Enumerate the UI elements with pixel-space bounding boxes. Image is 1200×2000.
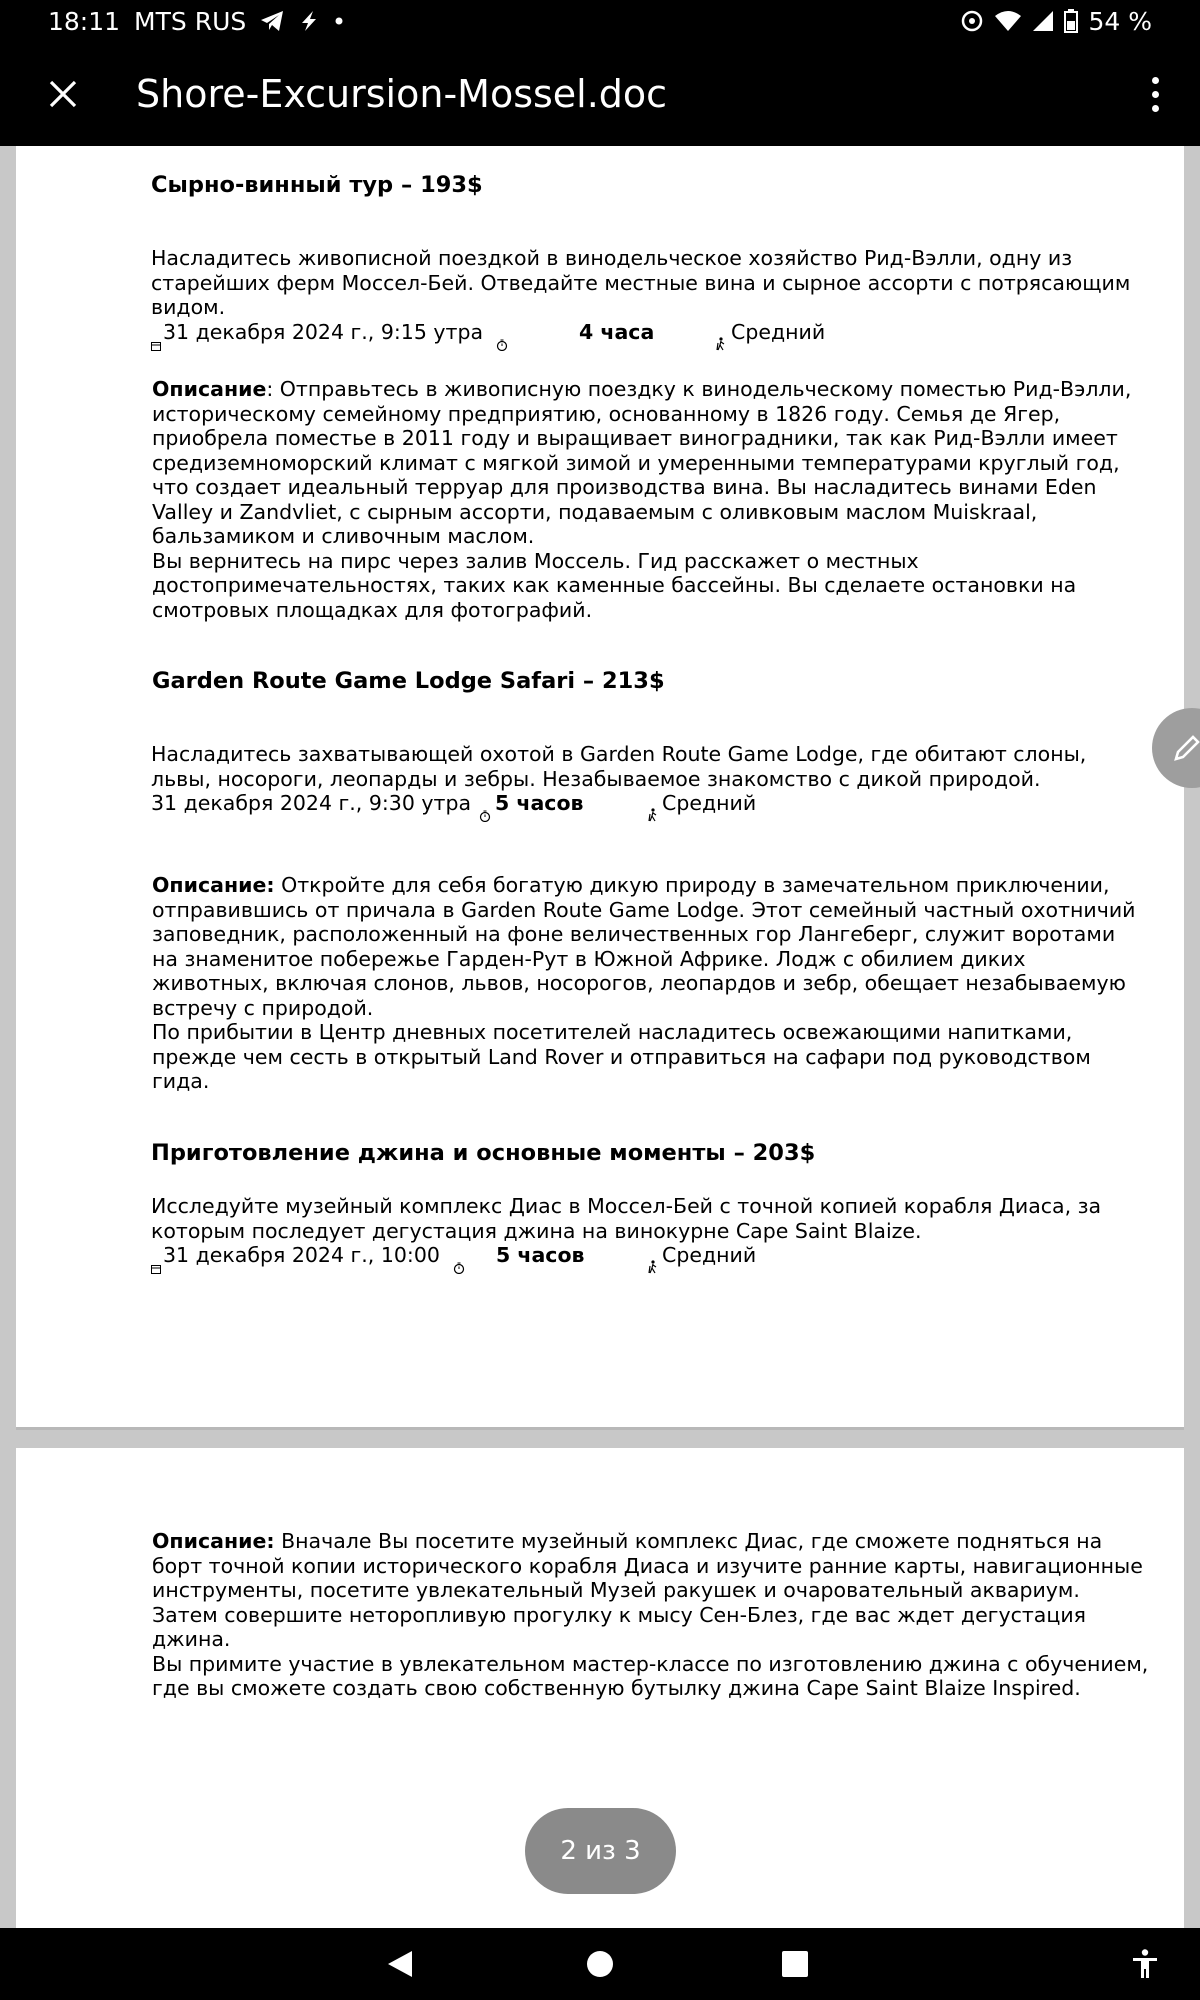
- tour-duration: 5 часов: [496, 1243, 585, 1267]
- hiker-icon: [647, 803, 659, 828]
- page-indicator: 2 из 3: [525, 1808, 676, 1894]
- tour-title: Приготовление джина и основные моменты – 203$: [151, 1140, 816, 1166]
- status-time: 18:11: [48, 6, 121, 36]
- description-text-2: Затем совершите неторопливую прогулку к мысу Сен-Блез, где вас ждет дегустация джина.: [152, 1602, 1086, 1651]
- hiker-icon: [647, 1255, 659, 1280]
- recents-icon: [781, 1950, 809, 1978]
- tour-date: 31 декабря 2024 г., 10:00: [163, 1243, 440, 1267]
- back-icon: [386, 1949, 414, 1979]
- navigation-bar: [0, 1928, 1200, 2000]
- home-button[interactable]: [570, 1928, 630, 2000]
- signal-icon: [1032, 10, 1054, 32]
- tour-title: Garden Route Game Lodge Safari – 213$: [152, 668, 665, 694]
- description-text: Вначале Вы посетите музейный комплекс Диас, где сможете подняться на борт точной копии исторического корабля Диаса и изучите ранние карты, навигационные инструменты, посетите увлекательный Музей ракушек и очаровательный аквариум.: [152, 1529, 1143, 1602]
- close-icon: [48, 79, 78, 109]
- tour-intro: Исследуйте музейный комплекс Диас в Моссел-Бей с точной копией корабля Диаса, за которым последует дегустация джина на винокурне Cape Saint Blaize.: [151, 1194, 1102, 1243]
- bolt-icon: [298, 10, 320, 32]
- document-page-1: [16, 146, 1184, 1430]
- tour-date: 31 декабря 2024 г., 9:15 утра: [163, 319, 484, 344]
- tour-description: [152, 377, 1142, 549]
- tour-duration: 5 часов: [495, 791, 584, 815]
- wifi-icon: [994, 10, 1022, 32]
- tour-cheese-wine: [151, 173, 1141, 198]
- tour-level: Средний: [731, 319, 826, 344]
- battery-percent: 54 %: [1088, 6, 1152, 36]
- tour-level: Средний: [662, 1243, 757, 1267]
- stopwatch-icon: [496, 332, 508, 357]
- more-vert-icon: [1152, 77, 1159, 84]
- tour-safari: [152, 669, 1142, 694]
- sync-icon: [960, 9, 984, 33]
- dot-icon: [334, 16, 344, 26]
- description-text-2: По прибытии в Центр дневных посетителей насладитесь освежающими напитками, прежде чем сесть в открытый Land Rover и отправиться на сафари под руководством гида.: [152, 1020, 1091, 1093]
- app-bar: [0, 42, 1200, 146]
- status-bar: [0, 0, 1200, 42]
- tour-intro: Насладитесь живописной поездкой в винодельческое хозяйство Рид-Вэлли, одну из старейших ферм Моссел-Бей. Отведайте местные вина и сырное ассорти с потрясающим видом.: [151, 246, 1131, 319]
- document-title: Shore-Excursion-Mossel.doc: [136, 72, 668, 116]
- accessibility-button[interactable]: [1120, 1928, 1170, 2000]
- tour-gin: [151, 1141, 1141, 1166]
- description-label: Описание:: [152, 873, 275, 897]
- description-text-2: Вы вернитесь на пирс через залив Моссель. Гид расскажет о местных достопримечательностях, таких как каменные бассейны. Вы сделаете остановки на смотровых площадках для фотографий.: [152, 548, 1077, 622]
- home-icon: [586, 1950, 614, 1978]
- hiker-icon: [715, 332, 727, 357]
- tour-intro: Насладитесь захватывающей охотой в Garden Route Game Lodge, где обитают слоны, львы, носороги, леопарды и зебры. Незабываемое знакомство с дикой природой.: [151, 742, 1087, 791]
- tour-duration: 4 часа: [579, 319, 655, 344]
- telegram-icon: [260, 10, 284, 32]
- calendar-icon: [151, 332, 161, 357]
- stopwatch-icon: [479, 803, 491, 828]
- stopwatch-icon: [453, 1255, 465, 1280]
- tour-level: Средний: [662, 791, 757, 815]
- description-text: : Отправьтесь в живописную поездку к винодельческому поместью Рид-Вэлли, историческому семейному предприятию, основанному в 1826 году. Семья де Ягер, приобрела поместье в 2011 году и выращивает виноградники, так как Рид-Вэлли имеет средиземноморский климат с мягкой зимой и умеренными температурами круглый год, что создает идеальный терруар для производства вина. Вы насладитесь винами Eden Valley и Zandvliet, с сырным ассорти, подаваемым с оливковым маслом Muiskraal, бальзамиком и сливочным маслом.: [152, 377, 1132, 548]
- close-button[interactable]: [30, 61, 96, 127]
- description-label: Описание:: [152, 1529, 275, 1553]
- status-carrier: MTS RUS: [134, 6, 247, 36]
- description-text-3: Вы примите участие в увлекательном мастер-классе по изготовлению джина с обучением, где вы сможете создать свою собственную бутылку джина Cape Saint Blaize Inspired.: [152, 1651, 1149, 1700]
- tour-meta: [151, 791, 1141, 817]
- pencil-icon: [1172, 733, 1200, 763]
- back-button[interactable]: [370, 1928, 430, 2000]
- tour-meta: [151, 1243, 1141, 1269]
- tour-meta: [151, 320, 1141, 346]
- calendar-icon: [151, 1255, 161, 1280]
- tour-date: 31 декабря 2024 г., 9:30 утра: [151, 791, 472, 815]
- description-text: Откройте для себя богатую дикую природу в замечательном приключении, отправившись от причала в Garden Route Game Lodge. Этот семейный частный охотничий заповедник, расположенный на фоне величественных гор Лангеберг, служит воротами на знаменитое побережье Гарден-Рут в Южной Африке. Лодж с обилием диких животных, включая слонов, львов, носорогов, леопардов и зебр, обещает незабываемую встречу с природой.: [152, 873, 1136, 1020]
- description-label: Описание: [152, 377, 267, 401]
- recents-button[interactable]: [765, 1928, 825, 2000]
- accessibility-icon: [1132, 1949, 1158, 1979]
- tour-description: [152, 1529, 1152, 1603]
- more-options-button[interactable]: [1132, 61, 1178, 127]
- tour-title: Сырно-винный тур – 193$: [151, 172, 483, 198]
- battery-icon: [1064, 9, 1078, 33]
- tour-description: [152, 873, 1142, 1020]
